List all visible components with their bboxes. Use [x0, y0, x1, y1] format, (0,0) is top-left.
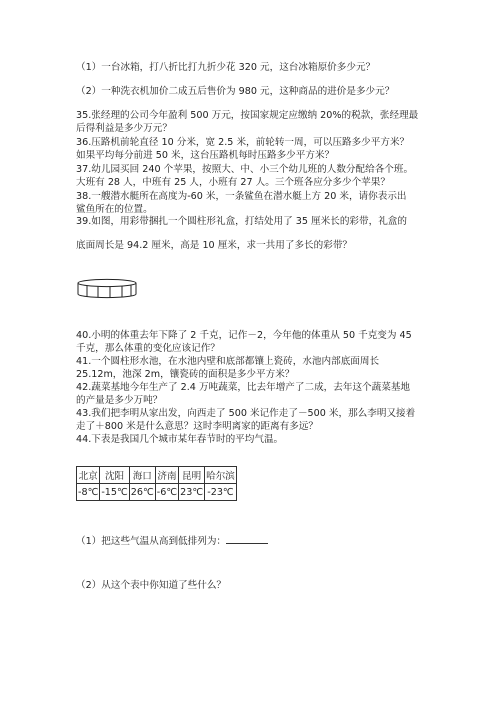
table-cell-city: 昆明	[179, 467, 205, 484]
table-cell-city: 沈阳	[100, 467, 129, 484]
question-41-line1: 41.一个圆柱形水池，在水池内壁和底部都镶上瓷砖，水池内部底面周长	[76, 356, 380, 367]
question-40-line1: 40.小明的体重去年下降了 2 千克，记作－2，今年他的体重从 50 千克变为 45	[76, 330, 412, 341]
question-38-line1: 38.一艘潜水艇所在高度为-60 米，一条鲨鱼在潜水艇上方 20 米，请你表示出	[76, 191, 407, 202]
question-42-line1: 42.蔬菜基地今年生产了 2.4 万吨蔬菜，比去年增产了二成，去年这个蔬菜基地	[76, 382, 411, 393]
question-fridge: （1）一台冰箱，打八折比打九折少花 320 元，这台冰箱原价多少元？	[76, 62, 376, 73]
question-44-part1-text: （1）把这些气温从高到低排列为：	[76, 536, 227, 547]
question-41-line2: 25.12m，池深 2m，镶瓷砖的面积是多少平方米？	[76, 369, 295, 380]
temperature-table	[76, 466, 237, 501]
question-washer: （2）一种洗衣机加价二成五后售价为 980 元，这种商品的进价是多少元？	[76, 86, 395, 97]
question-44-part1	[76, 535, 268, 548]
question-39-line1: 39.如图，用彩带捆扎一个圆柱形礼盒，打结处用了 35 厘米长的彩带，礼盒的	[76, 216, 407, 227]
table-cell-temp: -8℃	[77, 484, 100, 501]
table-cell-city: 济南	[155, 467, 178, 484]
question-43-line1: 43.我们把李明从家出发，向西走了 500 米记作走了－500 米，那么李明又接着	[76, 408, 416, 419]
question-36-line2: 如果平均每分前进 50 米，这台压路机每时压路多少平方米？	[76, 150, 335, 161]
question-35-line1: 35.张经理的公司今年盈利 500 万元，按国家规定应缴纳 20%的税款，张经理最	[76, 110, 419, 121]
table-row-cities	[77, 467, 237, 484]
question-39-line2: 底面周长是 94.2 厘米，高是 10 厘米，求一共用了多长的彩带？	[76, 240, 353, 251]
question-37-line1: 37.幼儿园买回 240 个苹果，按照大、中、小三个幼儿班的人数分配给各个班。	[76, 164, 414, 175]
table-cell-city: 哈尔滨	[205, 467, 237, 484]
table-cell-temp: 26℃	[129, 484, 155, 501]
question-35-line2: 后得利益是多少万元？	[76, 123, 172, 134]
question-44-part2: （2）从这个表中你知道了些什么？	[76, 580, 227, 591]
answer-blank[interactable]	[226, 535, 268, 544]
question-40-line2: 千克，那么体重的变化应该记作？	[76, 343, 220, 354]
question-44: 44.下表是我国几个城市某年春节时的平均气温。	[76, 434, 284, 445]
table-cell-city: 海口	[129, 467, 155, 484]
table-cell-temp: -6℃	[155, 484, 178, 501]
question-38-line2: 鲨鱼所在的位置。	[76, 204, 153, 215]
table-row-temps	[77, 484, 237, 501]
table-cell-city: 北京	[77, 467, 100, 484]
table-cell-temp: -15℃	[100, 484, 129, 501]
cylinder-gift-box-icon	[76, 278, 138, 300]
question-43-line2: 走了＋800 米是什么意思？这时李明离家的距离有多远？	[76, 421, 319, 432]
question-36-line1: 36.压路机前轮直径 10 分米，宽 2.5 米，前轮转一周，可以压路多少平方米？	[76, 137, 410, 148]
question-37-line2: 大班有 28 人，中班有 25 人，小班有 27 人。三个班各应分多少个苹果？	[76, 177, 390, 188]
table-cell-temp: -23℃	[205, 484, 237, 501]
table-cell-temp: 23℃	[179, 484, 205, 501]
question-42-line2: 的产量是多少万吨？	[76, 395, 163, 406]
